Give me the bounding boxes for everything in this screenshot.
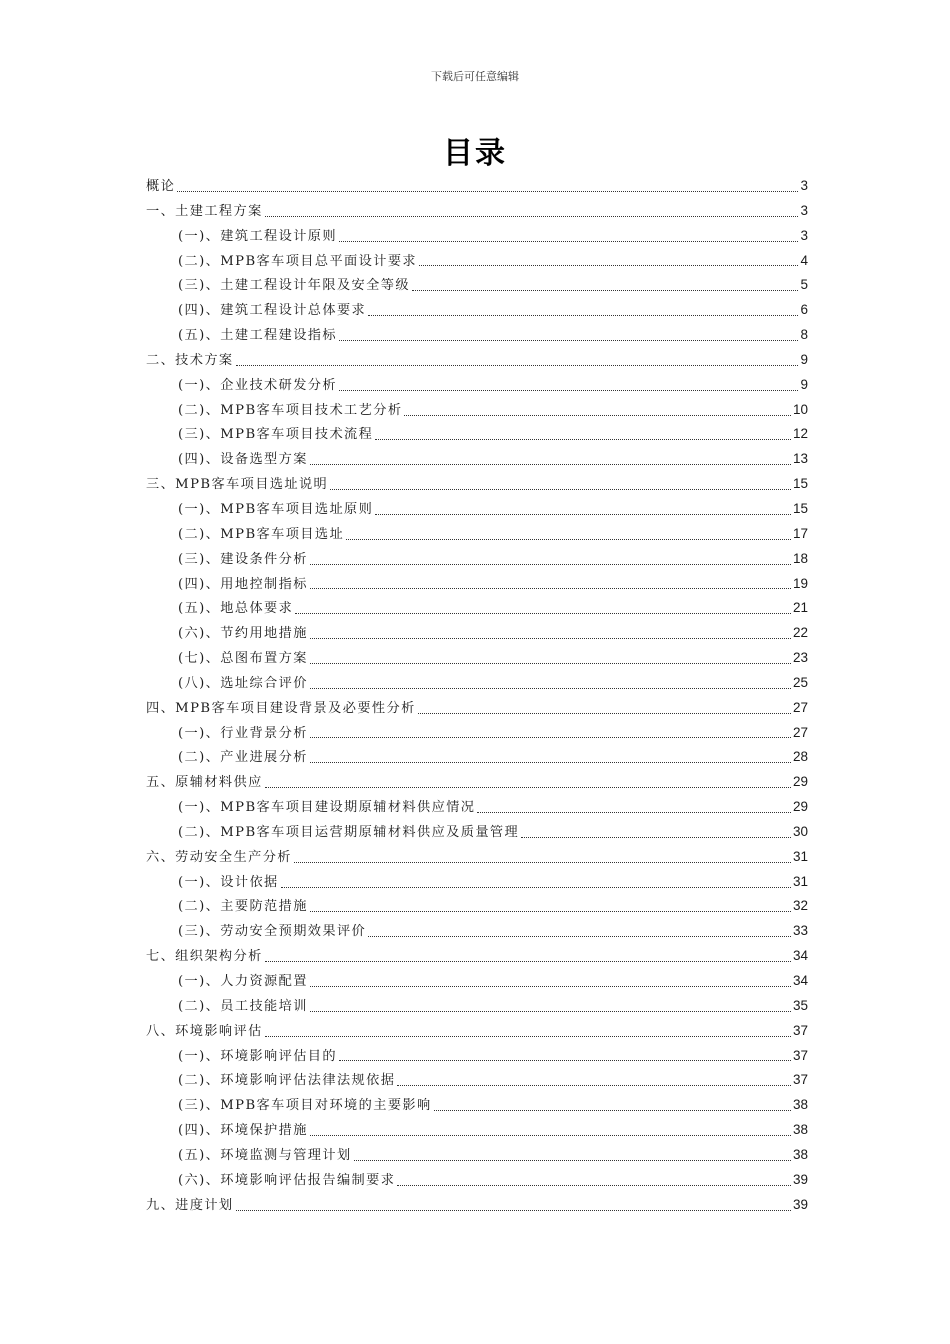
toc-entry-title: (三)、土建工程设计年限及安全等级 xyxy=(178,278,410,294)
toc-entry[interactable] xyxy=(146,721,808,746)
toc-entry-page-number: 22 xyxy=(792,625,808,641)
toc-entry-page-number: 9 xyxy=(800,376,808,392)
toc-entry[interactable] xyxy=(146,696,808,721)
toc-entry-title: (三)、劳动安全预期效果评价 xyxy=(178,924,367,940)
toc-entry[interactable] xyxy=(146,373,808,398)
toc-entry-page-number: 39 xyxy=(792,1196,808,1212)
toc-entry-page-number: 35 xyxy=(792,997,808,1013)
toc-entry-page-number: 15 xyxy=(792,476,808,492)
toc-dot-leader xyxy=(177,191,798,192)
toc-entry-title: (一)、行业背景分析 xyxy=(178,725,308,741)
toc-dot-leader xyxy=(404,415,791,416)
toc-entry-title: (二)、产业进展分析 xyxy=(178,750,308,766)
toc-entry-title: (一)、环境影响评估目的 xyxy=(178,1048,337,1064)
toc-entry-page-number: 29 xyxy=(792,774,808,790)
toc-entry[interactable] xyxy=(146,1093,808,1118)
toc-entry-title: (五)、地总体要求 xyxy=(178,601,294,617)
toc-entry-title: (二)、MPB客车项目运营期原辅材料供应及质量管理 xyxy=(178,824,520,840)
toc-entry-title: (二)、MPB客车项目选址 xyxy=(178,526,345,542)
toc-entry-page-number: 37 xyxy=(792,1022,808,1038)
toc-entry[interactable] xyxy=(146,994,808,1019)
toc-entry[interactable] xyxy=(146,174,808,199)
toc-dot-leader xyxy=(339,241,799,242)
toc-dot-leader xyxy=(419,265,798,266)
toc-entry[interactable] xyxy=(146,522,808,547)
toc-entry-title: 五、原辅材料供应 xyxy=(146,775,263,791)
toc-dot-leader xyxy=(397,1085,791,1086)
toc-dot-leader xyxy=(310,986,791,987)
toc-dot-leader xyxy=(236,365,799,366)
toc-dot-leader xyxy=(310,564,791,565)
toc-entry[interactable] xyxy=(146,745,808,770)
toc-entry[interactable] xyxy=(146,671,808,696)
toc-entry[interactable] xyxy=(146,348,808,373)
toc-entry-title: (六)、环境影响评估报告编制要求 xyxy=(178,1172,396,1188)
toc-entry[interactable] xyxy=(146,472,808,497)
toc-dot-leader xyxy=(418,713,791,714)
toc-entry[interactable] xyxy=(146,224,808,249)
toc-entry-title: (二)、MPB客车项目总平面设计要求 xyxy=(178,253,417,269)
toc-dot-leader xyxy=(346,539,791,540)
toc-dot-leader xyxy=(412,290,799,291)
toc-entry-title: (二)、MPB客车项目技术工艺分析 xyxy=(178,402,403,418)
toc-entry-page-number: 10 xyxy=(792,401,808,417)
toc-entry-page-number: 23 xyxy=(792,650,808,666)
toc-entry-page-number: 15 xyxy=(792,500,808,516)
toc-entry-title: (一)、MPB客车项目建设期原辅材料供应情况 xyxy=(178,800,476,816)
toc-dot-leader xyxy=(339,1060,791,1061)
toc-dot-leader xyxy=(375,514,791,515)
toc-entry-page-number: 30 xyxy=(792,823,808,839)
toc-entry-title: (一)、人力资源配置 xyxy=(178,974,308,989)
toc-entry-title: (二)、员工技能培训 xyxy=(178,998,308,1014)
toc-entry-title: (三)、MPB客车项目技术流程 xyxy=(178,427,374,443)
toc-dot-leader xyxy=(310,663,791,664)
toc-dot-leader xyxy=(521,837,791,838)
toc-entry-title: (四)、环境保护措施 xyxy=(178,1123,308,1139)
toc-entry-page-number: 27 xyxy=(792,699,808,715)
toc-entry-title: (三)、建设条件分析 xyxy=(178,551,308,567)
toc-entry-title: 六、劳动安全生产分析 xyxy=(146,849,292,865)
toc-dot-leader xyxy=(236,1210,791,1211)
toc-entry[interactable] xyxy=(146,398,808,423)
toc-entry-title: (五)、环境监测与管理计划 xyxy=(178,1147,352,1163)
toc-entry[interactable] xyxy=(146,969,808,994)
toc-entry[interactable] xyxy=(146,621,808,646)
toc-entry-title: (四)、设备选型方案 xyxy=(178,452,308,468)
toc-dot-leader xyxy=(397,1185,791,1186)
toc-entry[interactable] xyxy=(146,919,808,944)
toc-entry[interactable] xyxy=(146,1019,808,1044)
toc-entry-page-number: 33 xyxy=(792,923,808,939)
toc-entry-page-number: 31 xyxy=(792,873,808,889)
toc-dot-leader xyxy=(310,762,791,763)
toc-entry-page-number: 4 xyxy=(800,252,808,268)
toc-entry-title: (二)、环境影响评估法律法规依据 xyxy=(178,1073,396,1089)
toc-entry-page-number: 5 xyxy=(800,277,808,293)
toc-entry[interactable] xyxy=(146,422,808,447)
toc-entry[interactable] xyxy=(146,894,808,919)
page-title: 目录 xyxy=(443,136,507,171)
toc-dot-leader xyxy=(265,787,791,788)
toc-dot-leader xyxy=(310,588,791,589)
header-note: 下载后可任意编辑 xyxy=(431,70,519,83)
toc-entry[interactable] xyxy=(146,795,808,820)
toc-dot-leader xyxy=(477,812,791,813)
toc-entry-page-number: 37 xyxy=(792,1072,808,1088)
toc-entry-page-number: 38 xyxy=(792,1097,808,1113)
toc-entry-title: 四、MPB客车项目建设背景及必要性分析 xyxy=(146,700,416,716)
toc-dot-leader xyxy=(310,1011,791,1012)
toc-entry-title: (二)、主要防范措施 xyxy=(178,899,308,915)
toc-entry[interactable] xyxy=(146,497,808,522)
toc-entry[interactable] xyxy=(146,447,808,472)
toc-dot-leader xyxy=(265,216,799,217)
toc-entry[interactable] xyxy=(146,1168,808,1193)
toc-dot-leader xyxy=(310,737,791,738)
toc-entry-page-number: 6 xyxy=(800,302,808,318)
toc-entry[interactable] xyxy=(146,199,808,224)
toc-entry[interactable] xyxy=(146,944,808,969)
toc-dot-leader xyxy=(368,315,798,316)
toc-dot-leader xyxy=(368,936,791,937)
toc-entry-title: (八)、选址综合评价 xyxy=(178,675,308,691)
toc-dot-leader xyxy=(310,464,791,465)
toc-entry[interactable] xyxy=(146,273,808,298)
toc-dot-leader xyxy=(310,688,791,689)
toc-entry[interactable] xyxy=(146,646,808,671)
toc-entry-page-number: 3 xyxy=(800,178,808,193)
toc-dot-leader xyxy=(375,439,791,440)
toc-entry-page-number: 9 xyxy=(800,351,808,367)
toc-dot-leader xyxy=(330,489,791,490)
toc-entry[interactable] xyxy=(146,1068,808,1093)
toc-dot-leader xyxy=(265,1036,791,1037)
toc-entry[interactable] xyxy=(146,1143,808,1168)
toc-entry[interactable] xyxy=(146,249,808,274)
toc-entry-page-number: 32 xyxy=(792,898,808,914)
toc-entry-page-number: 12 xyxy=(792,426,808,442)
toc-entry-page-number: 27 xyxy=(792,724,808,740)
toc-entry-page-number: 37 xyxy=(792,1047,808,1063)
toc-entry-title: (一)、MPB客车项目选址原则 xyxy=(178,501,374,517)
toc-entry-page-number: 34 xyxy=(792,973,808,988)
toc-dot-leader xyxy=(281,887,791,888)
toc-entry-title: 九、进度计划 xyxy=(146,1197,234,1213)
toc-dot-leader xyxy=(339,340,799,341)
toc-entry-title: (四)、建筑工程设计总体要求 xyxy=(178,303,367,319)
toc-entry-page-number: 28 xyxy=(792,749,808,765)
toc-entry[interactable] xyxy=(146,770,808,795)
toc-dot-leader xyxy=(265,961,791,962)
toc-entry-title: (一)、企业技术研发分析 xyxy=(178,377,337,393)
toc-dot-leader xyxy=(339,390,799,391)
toc-entry[interactable] xyxy=(146,298,808,323)
toc-entry-page-number: 29 xyxy=(792,799,808,815)
toc-entry-page-number: 18 xyxy=(792,550,808,566)
toc-dot-leader xyxy=(310,1135,791,1136)
toc-entry-title: 概论 xyxy=(146,179,176,194)
toc-entry-title: 一、土建工程方案 xyxy=(146,203,263,219)
toc-entry-page-number: 3 xyxy=(800,202,808,218)
toc-entry[interactable] xyxy=(146,547,808,572)
toc-entry-title: 七、组织架构分析 xyxy=(146,949,263,965)
toc-dot-leader xyxy=(434,1110,791,1111)
toc-entry-title: (四)、用地控制指标 xyxy=(178,576,308,592)
toc-dot-leader xyxy=(310,638,791,639)
toc-entry-page-number: 38 xyxy=(792,1146,808,1162)
toc-entry[interactable] xyxy=(146,820,808,845)
toc-entry-page-number: 31 xyxy=(792,848,808,864)
toc-entry-page-number: 13 xyxy=(792,451,808,467)
toc-dot-leader xyxy=(294,862,791,863)
toc-entry-page-number: 17 xyxy=(792,525,808,541)
toc-entry-page-number: 34 xyxy=(792,948,808,964)
toc-entry[interactable] xyxy=(146,323,808,348)
toc-entry-title: (七)、总图布置方案 xyxy=(178,651,308,667)
toc-entry-title: (三)、MPB客车项目对环境的主要影响 xyxy=(178,1098,432,1114)
toc-entry-page-number: 25 xyxy=(792,674,808,690)
toc-entry-page-number: 38 xyxy=(792,1122,808,1138)
toc-entry-title: (六)、节约用地措施 xyxy=(178,626,308,642)
toc-dot-leader xyxy=(310,911,791,912)
toc-entry-title: 二、技术方案 xyxy=(146,352,234,368)
toc-entry-page-number: 3 xyxy=(800,227,808,243)
toc-entry[interactable] xyxy=(146,845,808,870)
toc-dot-leader xyxy=(295,613,791,614)
toc-entry-title: 八、环境影响评估 xyxy=(146,1023,263,1039)
toc-entry-title: (五)、土建工程建设指标 xyxy=(178,328,337,344)
toc-entry-page-number: 21 xyxy=(792,600,808,616)
toc-entry-page-number: 19 xyxy=(792,575,808,591)
toc-entry[interactable] xyxy=(146,1118,808,1143)
toc-entry-title: (一)、设计依据 xyxy=(178,874,279,890)
toc-entry[interactable] xyxy=(146,1044,808,1069)
toc-entry[interactable] xyxy=(146,1193,808,1218)
toc-entry[interactable] xyxy=(146,572,808,597)
toc-entry[interactable] xyxy=(146,870,808,895)
toc-entry-page-number: 39 xyxy=(792,1171,808,1187)
table-of-contents xyxy=(146,174,808,1217)
toc-entry-title: 三、MPB客车项目选址说明 xyxy=(146,477,329,493)
toc-entry[interactable] xyxy=(146,596,808,621)
toc-entry-title: (一)、建筑工程设计原则 xyxy=(178,228,337,244)
toc-dot-leader xyxy=(354,1160,791,1161)
toc-entry-page-number: 8 xyxy=(800,327,808,343)
